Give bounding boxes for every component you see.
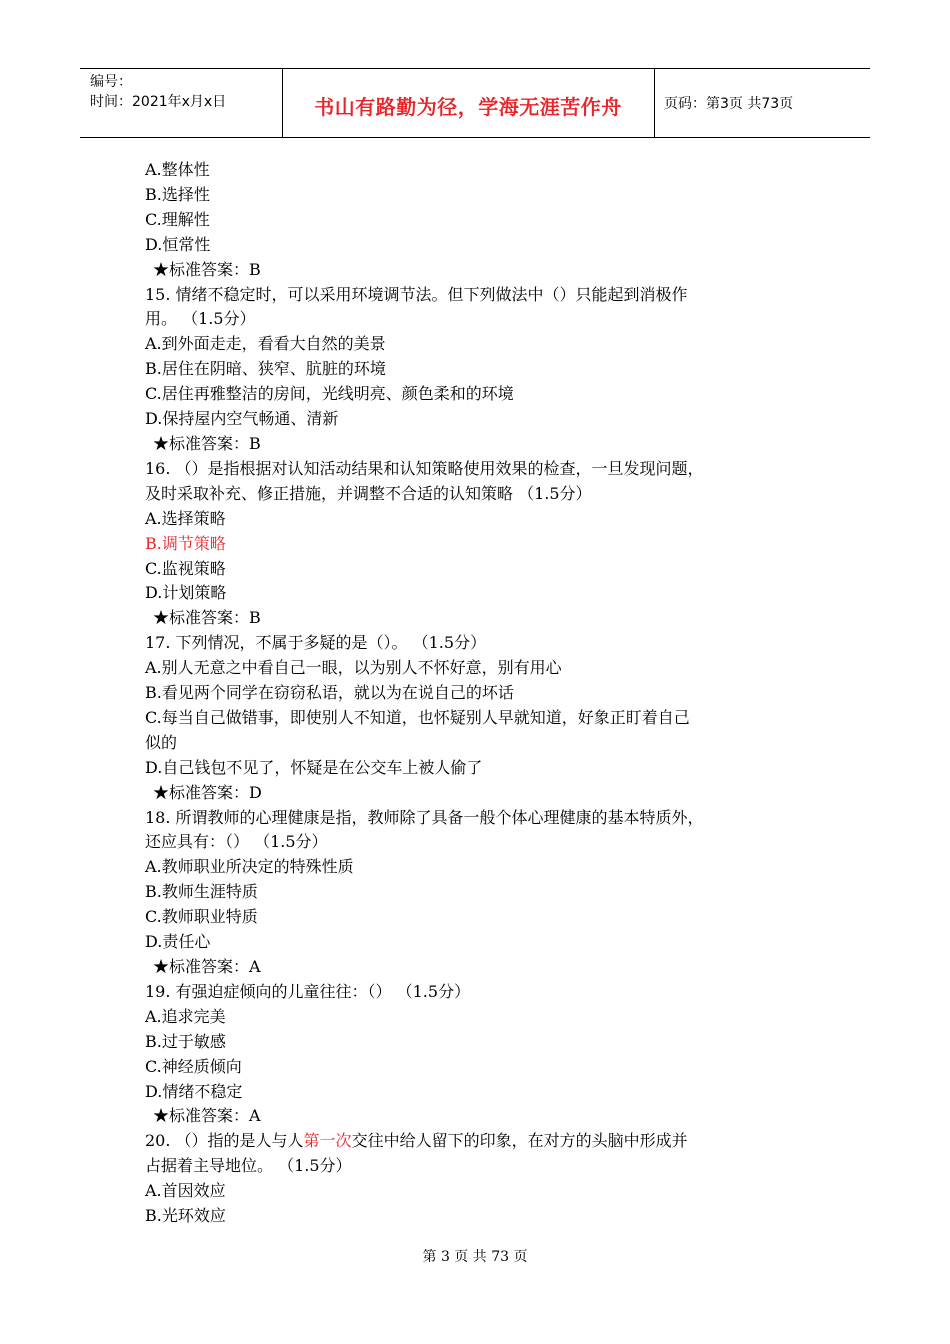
text-line: B.选择性	[145, 184, 210, 204]
header-motto-cell	[282, 69, 655, 137]
text-line: B.教师生涯特质	[145, 882, 258, 902]
motto-text: 书山有路勤为径，学海无涯苦作舟	[314, 95, 622, 119]
text-line: C.每当自己做错事，即使别人不知道，也怀疑别人早就知道，好象正盯着自己	[145, 707, 690, 727]
text-line: 18. 所谓教师的心理健康是指，教师除了具备一般个体心理健康的基本特质外，	[145, 807, 704, 827]
text-line: B.过于敏感	[145, 1031, 226, 1051]
text-line: 19. 有强迫症倾向的儿童往往：（） （1.5分）	[145, 981, 471, 1001]
text-line: D.计划策略	[145, 583, 227, 603]
text-line: A.到外面走走，看看大自然的美景	[145, 334, 386, 354]
text-line: C.监视策略	[145, 558, 226, 578]
text-line: A.选择策略	[145, 508, 226, 528]
text-line: 17. 下列情况，不属于多疑的是（）。 （1.5分）	[145, 633, 487, 653]
text-line: C.教师职业特质	[145, 907, 258, 927]
header-page-cell	[654, 69, 870, 137]
line-text: 20. （）指的是人与人	[145, 1131, 304, 1151]
text-line: 用。 （1.5分）	[145, 309, 256, 329]
text-line: 15. 情绪不稳定时，可以采用环境调节法。但下列做法中（）只能起到消极作	[145, 284, 688, 304]
text-line: A.别人无意之中看自己一眼，以为别人不怀好意，别有用心	[145, 658, 562, 678]
text-line: A.首因效应	[145, 1181, 226, 1201]
text-line: A.教师职业所决定的特殊性质	[145, 857, 354, 877]
page-header	[80, 68, 870, 138]
text-line: D.情绪不稳定	[145, 1081, 243, 1101]
text-line: D.责任心	[145, 932, 211, 952]
text-line: D.自己钱包不见了，怀疑是在公交车上被人偷了	[145, 757, 483, 777]
standard-answer: ★标准答案：D	[153, 782, 262, 802]
question-content	[145, 158, 825, 1229]
serial-label: 编号：	[90, 74, 132, 90]
standard-answer: ★标准答案：B	[153, 259, 261, 279]
text-line: C.居住再雅整洁的房间，光线明亮、颜色柔和的环境	[145, 384, 514, 404]
text-line: A.追求完美	[145, 1006, 226, 1026]
question-line	[145, 1129, 825, 1154]
text-line: B.居住在阴暗、狭窄、肮脏的环境	[145, 359, 386, 379]
text-line: 占据着主导地位。 （1.5分）	[145, 1156, 352, 1176]
highlighted-option: B.调节策略	[145, 533, 226, 553]
time-label: 时间：2021年x月x日	[90, 94, 227, 110]
text-line: D.恒常性	[145, 234, 211, 254]
standard-answer: ★标准答案：B	[153, 608, 261, 628]
standard-answer: ★标准答案：A	[153, 957, 261, 976]
text-line: 似的	[145, 732, 178, 752]
text-line: D.保持屋内空气畅通、清新	[145, 409, 339, 429]
text-line: C.神经质倾向	[145, 1056, 242, 1076]
text-line: 还应具有：（） （1.5分）	[145, 832, 328, 852]
page-info: 页码：第3页 共73页	[664, 96, 794, 112]
text-line: C.理解性	[145, 209, 210, 229]
standard-answer: ★标准答案：A	[153, 1106, 261, 1126]
text-line: 及时采取补充、修正措施，并调整不合适的认知策略 （1.5分）	[145, 483, 592, 503]
page-footer: 第 3 页 共 73 页	[422, 1249, 528, 1265]
standard-answer: ★标准答案：B	[153, 433, 261, 453]
text-line: A.整体性	[145, 160, 210, 179]
text-line: B.看见两个同学在窃窃私语，就以为在说自己的坏话	[145, 683, 514, 703]
text-line: B.光环效应	[145, 1206, 226, 1226]
highlighted-text: 第一次	[303, 1131, 352, 1151]
header-meta-cell	[80, 69, 283, 137]
text-line: 16. （）是指根据对认知活动结果和认知策略使用效果的检查，一旦发现问题，	[145, 458, 704, 478]
line-text: 交往中给人留下的印象，在对方的头脑中形成并	[351, 1131, 688, 1151]
